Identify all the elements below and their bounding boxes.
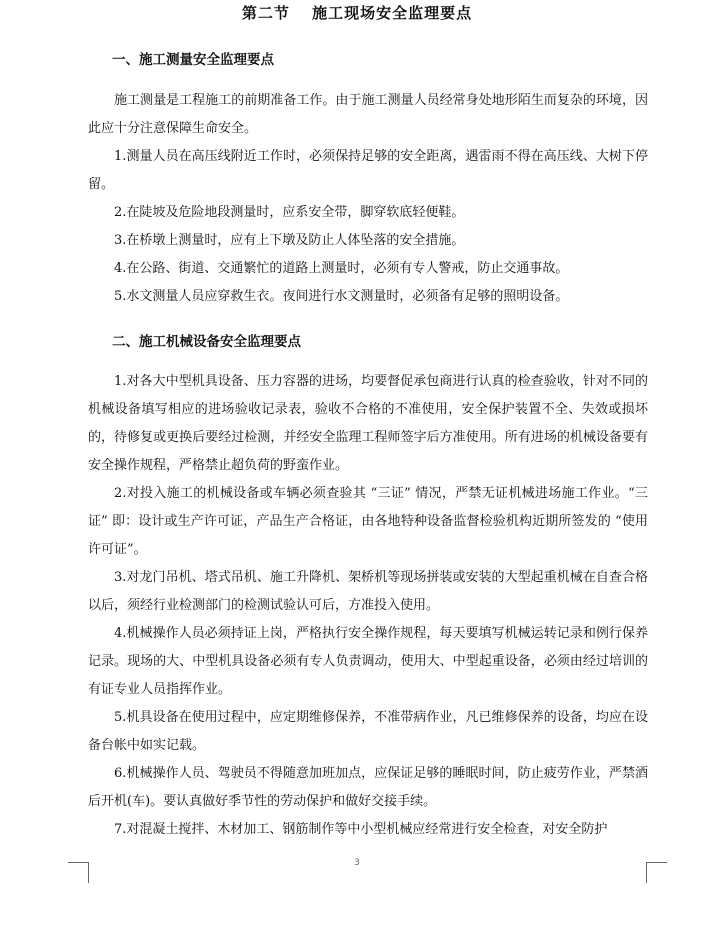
paragraph: 施工测量是工程施工的前期准备工作。由于施工测量人员经常身处地形陌生而复杂的环境，因此应十分注意保障生命安全。 <box>88 93 648 136</box>
paragraph: 2.在陡坡及危险地段测量时，应系安全带，脚穿软底轻便鞋。 <box>114 205 465 220</box>
paragraph: 3.在桥墩上测量时，应有上下墩及防止人体坠落的安全措施。 <box>114 233 465 248</box>
paragraph: 2.对投入施工的机械设备或车辆必须查验其 “三证” 情况，严禁无证机械进场施工作业。“三证” 即：设计或生产许可证，产品生产合格证，由各地特种设备监督检验机构近期所签发的 “使用许可证”。 <box>88 486 648 557</box>
survey-safety-body <box>88 87 648 311</box>
section-title: 第二节 施工现场安全监理要点 <box>241 4 473 22</box>
paragraph: 5.机具设备在使用过程中，应定期维修保养，不准带病作业，凡已维修保养的设备，均应在设备台帐中如实记载。 <box>88 710 648 753</box>
paragraph: 3.对龙门吊机、塔式吊机、施工升降机、架桥机等现场拼装或安装的大型起重机械在自查合格以后，须经行业检测部门的检测试验认可后，方准投入使用。 <box>88 570 648 613</box>
paragraph: 1.对各大中型机具设备、压力容器的进场，均要督促承包商进行认真的检查验收，针对不同的机械设备填写相应的进场验收记录表，验收不合格的不准使用，安全保护装置不全、失效或损坏的，待修复或更换后要经过检测，并经安全监理工程师签字后方准使用。所有进场的机械设备要有安全操作规程，严格禁止超负荷的野蛮作业。 <box>88 374 648 473</box>
heading-survey-safety: 一、施工测量安全监理要点 <box>112 52 274 68</box>
paragraph: 4.机械操作人员必须持证上岗，严格执行安全操作规程，每天要填写机械运转记录和例行保养记录。现场的大、中型机具设备必须有专人负责调动，使用大、中型起重设备，必须由经过培训的有证专业人员指挥作业。 <box>88 626 648 697</box>
paragraph: 5.水文测量人员应穿救生衣。夜间进行水文测量时，必须备有足够的照明设备。 <box>114 289 569 304</box>
page-number: 3 <box>354 858 360 868</box>
paragraph: 7.对混凝土搅拌、木材加工、钢筋制作等中小型机械应经常进行安全检查，对安全防护 <box>114 822 608 837</box>
paragraph: 6.机械操作人员、驾驶员不得随意加班加点，应保证足够的睡眠时间，防止疲劳作业，严禁酒后开机(车)。要认真做好季节性的劳动保护和做好交接手续。 <box>88 766 648 809</box>
machinery-safety-body <box>88 368 648 844</box>
paragraph: 1.测量人员在高压线附近工作时，必须保持足够的安全距离，遇雷雨不得在高压线、大树下停留。 <box>88 149 648 192</box>
paragraph: 4.在公路、街道、交通繁忙的道路上测量时，必须有专人警戒，防止交通事故。 <box>114 261 569 276</box>
heading-machinery-safety: 二、施工机械设备安全监理要点 <box>112 334 301 350</box>
